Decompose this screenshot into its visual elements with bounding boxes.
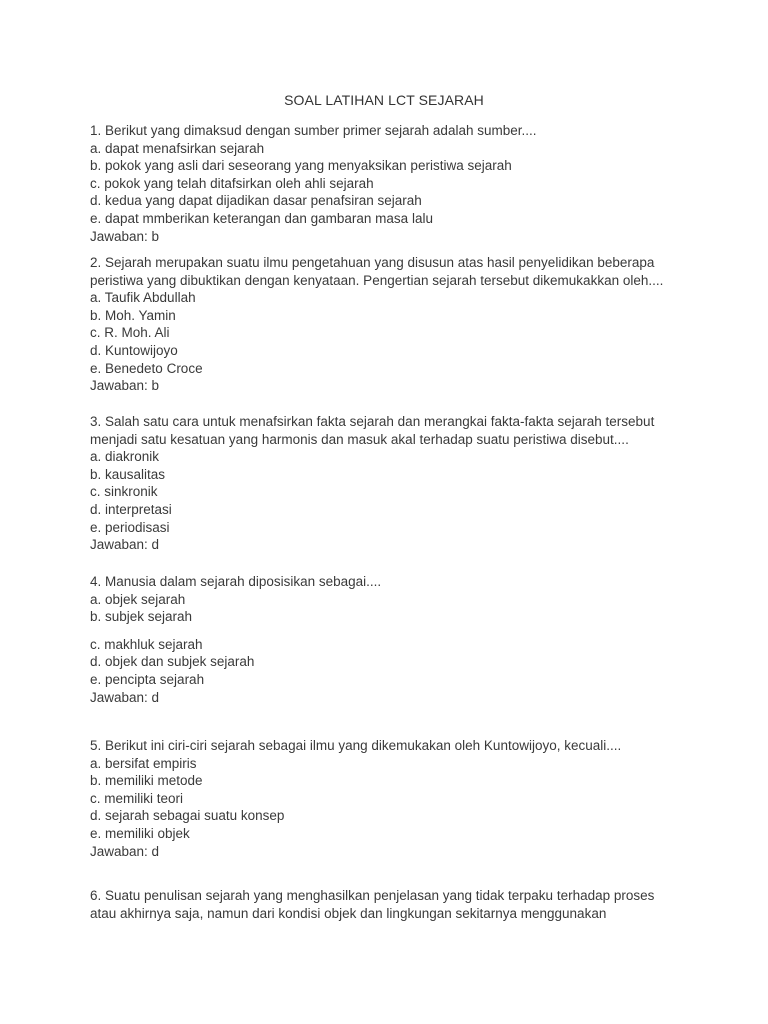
answer-option: a. objek sejarah: [90, 591, 186, 607]
answer-option: d. Kuntowijoyo: [90, 343, 178, 358]
question-text: 5. Berikut ini ciri-ciri sejarah sebagai ilmu yang dikemukakan oleh Kuntowijoyo, kecuali....: [90, 738, 622, 753]
answer-key: Jawaban: d: [90, 689, 160, 705]
answer-option: e. memiliki objek: [90, 826, 190, 841]
answer-option: c. pokok yang telah ditafsirkan oleh ahli sejarah: [90, 175, 374, 191]
question-text: 2. Sejarah merupakan suatu ilmu pengetahuan yang disusun atas hasil penyelidikan beberapa: [90, 255, 655, 270]
answer-option: b. pokok yang asli dari seseorang yang menyaksikan peristiwa sejarah: [90, 158, 512, 174]
answer-option: d. kedua yang dapat dijadikan dasar penafsiran sejarah: [90, 193, 422, 209]
answer-key: Jawaban: d: [90, 843, 160, 859]
answer-option: d. objek dan subjek sejarah: [90, 654, 255, 670]
answer-option: e. dapat mmberikan keterangan dan gambaran masa lalu: [90, 211, 433, 226]
question-text: 4. Manusia dalam sejarah diposisikan sebagai....: [90, 574, 382, 589]
question-text: 3. Salah satu cara untuk menafsirkan fakta sejarah dan merangkai fakta-fakta sejarah tersebut: [90, 414, 655, 429]
answer-option: d. sejarah sebagai suatu konsep: [90, 808, 285, 824]
question-text: menjadi satu kesatuan yang harmonis dan masuk akal terhadap suatu peristiwa disebut....: [90, 431, 629, 447]
answer-option: c. memiliki teori: [90, 790, 184, 806]
answer-key: Jawaban: b: [90, 378, 160, 394]
answer-option: a. bersifat empiris: [90, 755, 197, 771]
answer-option: d. interpretasi: [90, 502, 172, 517]
question-text: peristiwa yang dibuktikan dengan kenyataan. Pengertian sejarah tersebut dikemukakkan oleh....: [90, 272, 664, 288]
answer-option: e. pencipta sejarah: [90, 672, 205, 687]
answer-option: c. sinkronik: [90, 484, 158, 500]
answer-option: c. R. Moh. Ali: [90, 325, 170, 341]
page-title: SOAL LATIHAN LCT SEJARAH: [284, 92, 484, 108]
answer-option: a. dapat menafsirkan sejarah: [90, 140, 265, 156]
answer-option: c. makhluk sejarah: [90, 636, 203, 652]
answer-option: b. subjek sejarah: [90, 609, 193, 625]
question-text: atau akhirnya saja, namun dari kondisi objek dan lingkungan sekitarnya menggunakan: [90, 905, 607, 921]
answer-key: Jawaban: d: [90, 537, 160, 553]
question-text: 6. Suatu penulisan sejarah yang menghasilkan penjelasan yang tidak terpaku terhadap proses: [90, 888, 655, 903]
answer-key: Jawaban: b: [90, 228, 160, 244]
question-text: 1. Berikut yang dimaksud dengan sumber primer sejarah adalah sumber....: [90, 123, 537, 138]
answer-option: a. Taufik Abdullah: [90, 290, 196, 306]
answer-option: a. diakronik: [90, 449, 160, 465]
answer-option: b. Moh. Yamin: [90, 307, 176, 323]
answer-option: e. Benedeto Croce: [90, 360, 203, 376]
answer-option: b. kausalitas: [90, 466, 166, 482]
answer-option: b. memiliki metode: [90, 773, 203, 789]
answer-option: e. periodisasi: [90, 519, 170, 535]
